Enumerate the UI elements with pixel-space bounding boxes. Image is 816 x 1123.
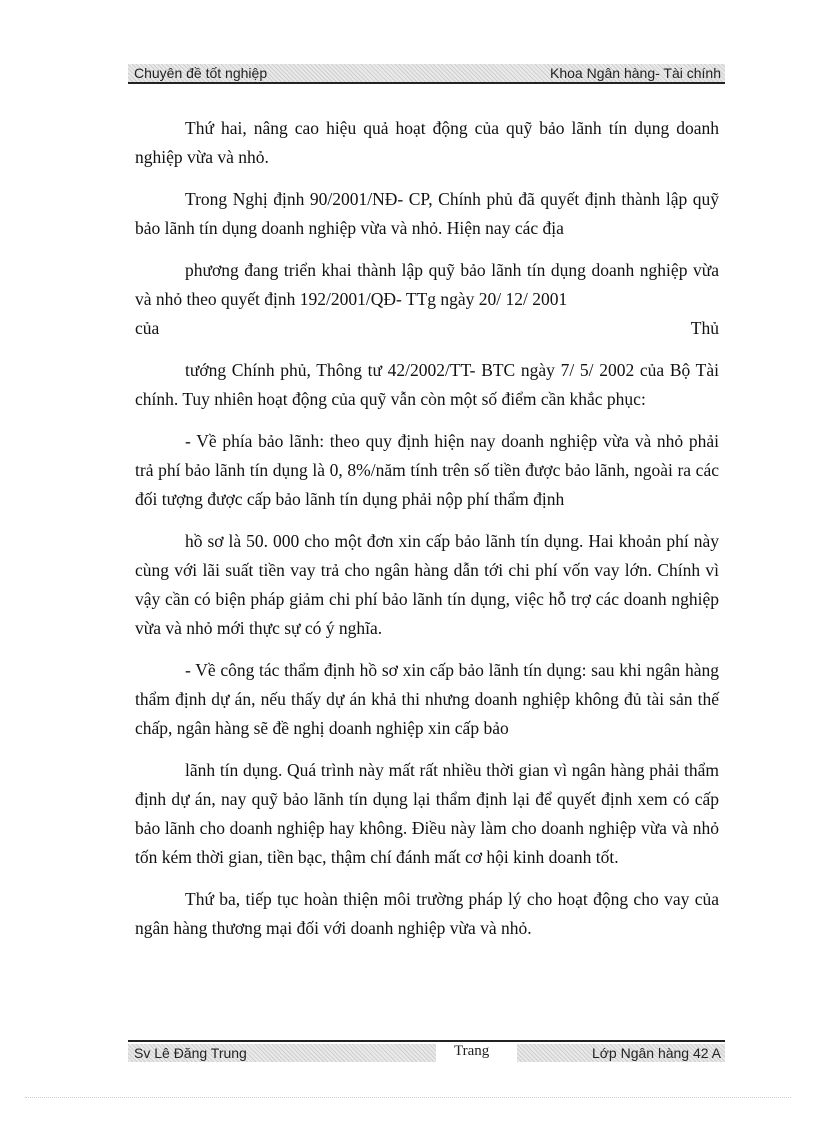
footer-author: Sv Lê Đăng Trung: [134, 1045, 247, 1061]
footer-page-label: Trang: [454, 1043, 490, 1059]
paragraph-1: Thứ hai, nâng cao hiệu quả hoạt động của quỹ bảo lãnh tín dụng doanh nghiệp vừa và nhỏ.: [135, 118, 719, 167]
paragraph-3-last-line: [135, 314, 719, 343]
header-right-text: Khoa Ngân hàng- Tài chính: [550, 65, 721, 81]
page-footer: [128, 1040, 725, 1062]
paragraph-6: hồ sơ là 50. 000 cho một đơn xin cấp bảo lãnh tín dụng. Hai khoản phí này cùng với lãi suất tiền vay trả cho ngân hàng dẫn tới chi phí vốn vay lớn. Chính vì vậy cần có biện pháp giảm chi phí bảo lãnh tín dụng, việc hỗ trợ các doanh nghiệp vừa và nhỏ mới thực sự có ý nghĩa.: [135, 531, 719, 638]
paragraph-3-end-right: Thủ: [690, 318, 719, 338]
footer-class: Lớp Ngân hàng 42 A: [591, 1045, 721, 1061]
paragraph-2: Trong Nghị định 90/2001/NĐ- CP, Chính phủ đã quyết định thành lập quỹ bảo lãnh tín dụng doanh nghiệp vừa và nhỏ. Hiện nay các địa: [135, 189, 719, 238]
paragraph-3-group: [135, 256, 719, 343]
paragraph-3-end-left: của: [135, 318, 160, 338]
footer-author-box: [128, 1044, 436, 1062]
paragraph-8: lãnh tín dụng. Quá trình này mất rất nhiều thời gian vì ngân hàng phải thẩm định dự án, nay quỹ bảo lãnh tín dụng lại thẩm định lại để quyết định xem có cấp bảo lãnh cho doanh nghiệp hay không. Điều này làm cho doanh nghiệp vừa và nhỏ tốn kém thời gian, tiền bạc, thậm chí đánh mất cơ hội kinh doanh tốt.: [135, 760, 719, 867]
page-bottom-divider: [25, 1097, 791, 1098]
paragraph-3: phương đang triển khai thành lập quỹ bảo lãnh tín dụng doanh nghiệp vừa và nhỏ theo quyết định 192/2001/QĐ- TTg ngày 20/ 12/ 2001: [135, 260, 719, 309]
document-body: [135, 114, 719, 956]
footer-class-box: [517, 1044, 725, 1062]
paragraph-4: tướng Chính phủ, Thông tư 42/2002/TT- BTC ngày 7/ 5/ 2002 của Bộ Tài chính. Tuy nhiên hoạt động của quỹ vẫn còn một số điểm cần khắc phục:: [135, 360, 719, 409]
page-header: [128, 64, 725, 84]
paragraph-5: - Về phía bảo lãnh: theo quy định hiện nay doanh nghiệp vừa và nhỏ phải trả phí bảo lãnh tín dụng là 0, 8%/năm tính trên số tiền được bảo lãnh, ngoài ra các đối tượng được cấp bảo lãnh tín dụng phải nộp phí thẩm định: [135, 431, 719, 509]
paragraph-7: - Về công tác thẩm định hồ sơ xin cấp bảo lãnh tín dụng: sau khi ngân hàng thẩm định dự án, nếu thấy dự án khả thi nhưng doanh nghiệp không đủ tài sản thế chấp, ngân hàng sẽ đề nghị doanh nghiệp xin cấp bảo: [135, 660, 719, 738]
paragraph-9: Thứ ba, tiếp tục hoàn thiện môi trường pháp lý cho hoạt động cho vay của ngân hàng thương mại đối với doanh nghiệp vừa và nhỏ.: [135, 889, 719, 938]
header-left-text: Chuyên đề tốt nghiệp: [134, 65, 268, 81]
